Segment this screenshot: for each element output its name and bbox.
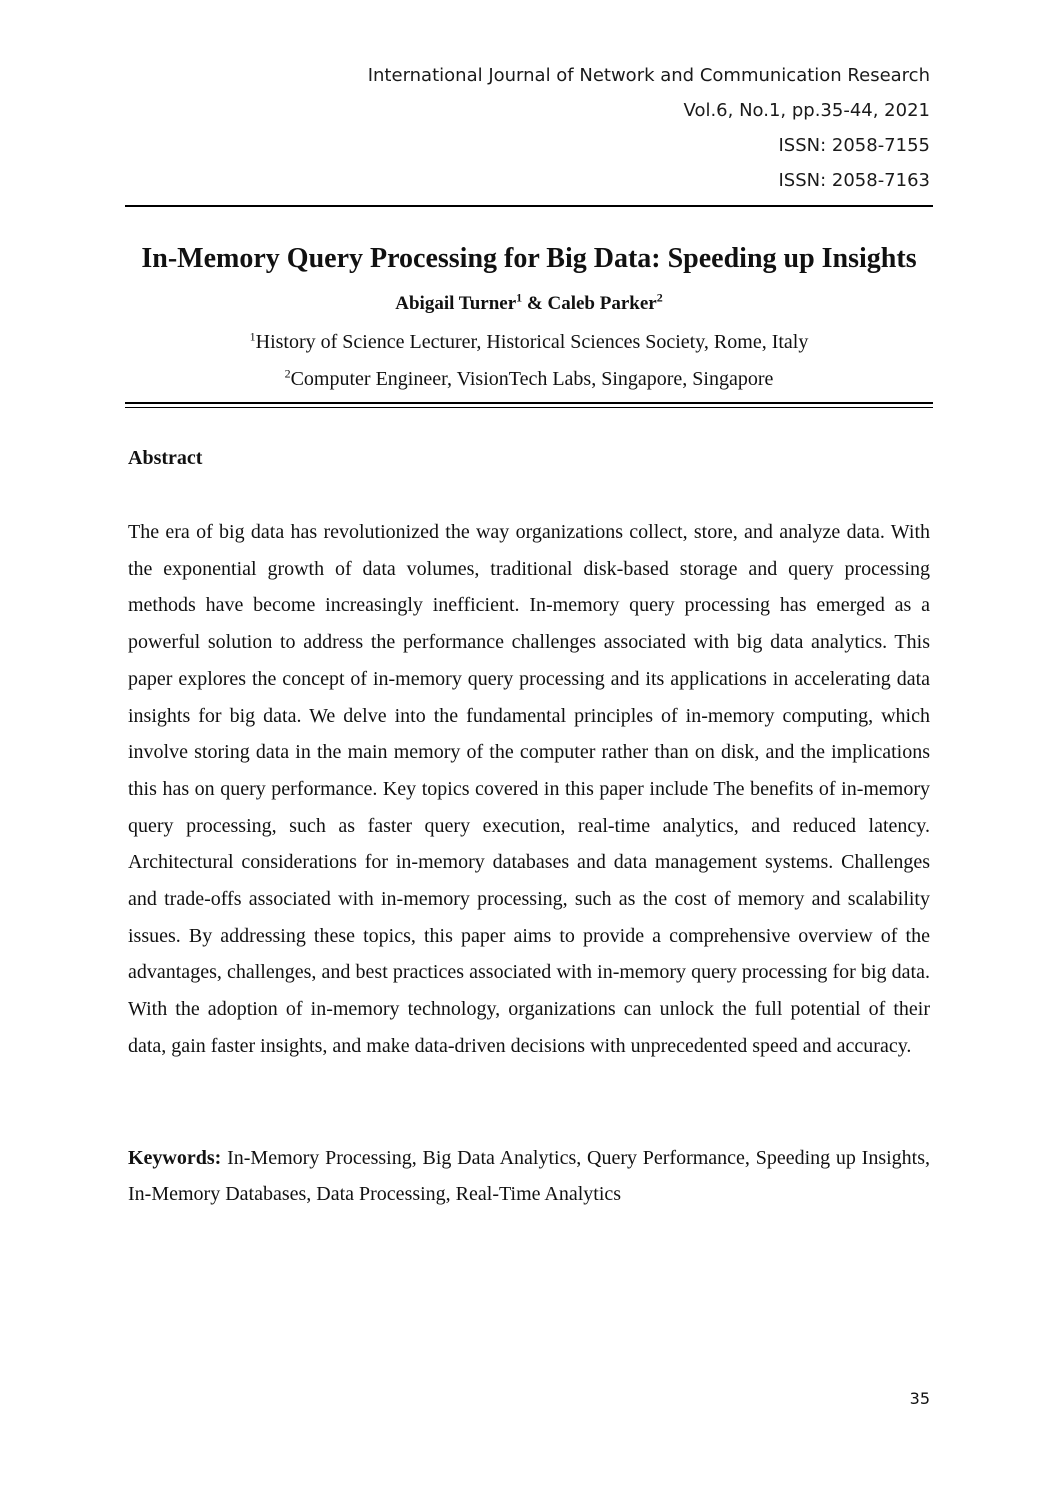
affiliation-marker: 2 xyxy=(284,366,291,381)
affiliation-text: Computer Engineer, VisionTech Labs, Singapore, Singapore xyxy=(290,368,774,390)
keywords-label: Keywords: xyxy=(128,1147,222,1169)
journal-header xyxy=(368,58,930,198)
keywords-paragraph xyxy=(128,1140,930,1212)
header-divider xyxy=(125,205,933,207)
page-number: 35 xyxy=(909,1389,930,1408)
affiliation-1 xyxy=(125,328,933,356)
journal-issn-print: ISSN: 2058-7155 xyxy=(778,135,930,156)
affiliation-2 xyxy=(125,365,933,393)
abstract-heading: Abstract xyxy=(128,447,203,469)
journal-volume: Vol.6, No.1, pp.35-44, 2021 xyxy=(683,100,930,121)
author-name: Abigail Turner xyxy=(395,293,517,314)
author-separator: & xyxy=(522,293,548,314)
author-affiliation-marker: 2 xyxy=(656,290,663,305)
journal-issn-online: ISSN: 2058-7163 xyxy=(778,170,930,191)
author-line xyxy=(125,290,933,318)
affiliation-text: History of Science Lecturer, Historical Sciences Society, Rome, Italy xyxy=(255,331,809,353)
paper-title: In-Memory Query Processing for Big Data: Speeding up Insights xyxy=(141,243,917,274)
journal-name: International Journal of Network and Communication Research xyxy=(367,65,930,86)
affiliation-marker: 1 xyxy=(249,329,256,344)
author-name: Caleb Parker xyxy=(547,293,657,314)
keywords-text: In-Memory Processing, Big Data Analytics, Query Performance, Speeding up Insights, In-Memory Databases, Data Processing, Real-Time Analytics xyxy=(128,1147,931,1205)
title-block-divider xyxy=(125,402,933,408)
abstract-body: The era of big data has revolutionized the way organizations collect, store, and analyze data. With the exponential growth of data volumes, traditional disk-based storage and query processing methods have become increasingly inefficient. In-memory query processing has emerged as a powerful solution to address the performance challenges associated with big data analytics. This paper explores the concept of in-memory query processing and its applications in accelerating data insights for big data. We delve into the fundamental principles of in-memory computing, which involve storing data in the main memory of the computer rather than on disk, and the implications this has on query performance. Key topics covered in this paper include The benefits of in-memory query processing, such as faster query execution, real-time analytics, and reduced latency. Architectural considerations for in-memory databases and data management systems. Challenges and trade-offs associated with in-memory processing, such as the cost of memory and scalability issues. By addressing these topics, this paper aims to provide a comprehensive overview of the advantages, challenges, and best practices associated with in-memory query processing for big data. With the adoption of in-memory technology, organizations can unlock the full potential of their data, gain faster insights, and make data-driven decisions with unprecedented speed and accuracy. xyxy=(128,521,930,1057)
author-affiliation-marker: 1 xyxy=(516,290,523,305)
